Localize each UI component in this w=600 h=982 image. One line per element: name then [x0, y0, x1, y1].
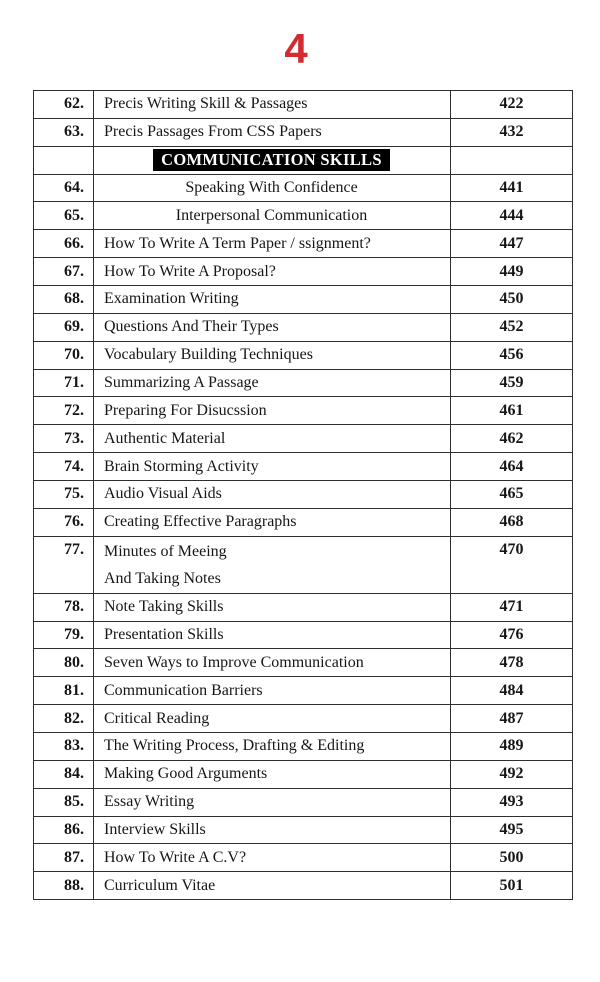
entry-title: Speaking With Confidence [94, 174, 451, 202]
table-row [34, 397, 573, 425]
entry-number: 68. [34, 286, 94, 314]
table-row [34, 705, 573, 733]
entry-number: 84. [34, 760, 94, 788]
entry-title: Curriculum Vitae [94, 872, 451, 900]
entry-page: 470 [451, 536, 573, 593]
entry-page: 465 [451, 481, 573, 509]
entry-number: 69. [34, 313, 94, 341]
table-row [34, 174, 573, 202]
entry-title: Seven Ways to Improve Communication [94, 649, 451, 677]
table-row [34, 508, 573, 536]
table-row [34, 202, 573, 230]
entry-page: 478 [451, 649, 573, 677]
table-row [34, 649, 573, 677]
entry-title: Interview Skills [94, 816, 451, 844]
table-row [34, 313, 573, 341]
entry-number: 63. [34, 118, 94, 146]
entry-title: Examination Writing [94, 286, 451, 314]
section-title-cell [94, 146, 451, 174]
entry-page: 495 [451, 816, 573, 844]
entry-title: Questions And Their Types [94, 313, 451, 341]
page-number: 4 [284, 25, 308, 72]
entry-title: Precis Writing Skill & Passages [94, 91, 451, 119]
table-row [34, 536, 573, 593]
entry-number: 86. [34, 816, 94, 844]
toc-table [33, 90, 573, 900]
entry-title: Essay Writing [94, 788, 451, 816]
entry-title: Precis Passages From CSS Papers [94, 118, 451, 146]
entry-number: 66. [34, 230, 94, 258]
entry-number: 87. [34, 844, 94, 872]
entry-title: Audio Visual Aids [94, 481, 451, 509]
entry-number: 75. [34, 481, 94, 509]
entry-title: How To Write A Proposal? [94, 258, 451, 286]
entry-page: 441 [451, 174, 573, 202]
entry-title: How To Write A Term Paper / ssignment? [94, 230, 451, 258]
table-row [34, 788, 573, 816]
entry-page: 501 [451, 872, 573, 900]
entry-title: Summarizing A Passage [94, 369, 451, 397]
entry-page: 487 [451, 705, 573, 733]
entry-title [94, 536, 451, 593]
entry-page: 450 [451, 286, 573, 314]
entry-number: 62. [34, 91, 94, 119]
entry-title: Presentation Skills [94, 621, 451, 649]
entry-page: 476 [451, 621, 573, 649]
entry-number: 85. [34, 788, 94, 816]
entry-number: 76. [34, 508, 94, 536]
entry-number: 65. [34, 202, 94, 230]
entry-page: 461 [451, 397, 573, 425]
entry-number: 79. [34, 621, 94, 649]
entry-number: 77. [34, 536, 94, 593]
entry-title: Brain Storming Activity [94, 453, 451, 481]
table-row [34, 733, 573, 761]
entry-title: Vocabulary Building Techniques [94, 341, 451, 369]
entry-page: 444 [451, 202, 573, 230]
table-row [34, 118, 573, 146]
entry-title: The Writing Process, Drafting & Editing [94, 733, 451, 761]
entry-page: 468 [451, 508, 573, 536]
entry-page: 464 [451, 453, 573, 481]
entry-page: 449 [451, 258, 573, 286]
entry-number: 78. [34, 593, 94, 621]
table-row [34, 286, 573, 314]
entry-title: Making Good Arguments [94, 760, 451, 788]
entry-page: 459 [451, 369, 573, 397]
entry-title: How To Write A C.V? [94, 844, 451, 872]
table-row [34, 677, 573, 705]
table-row [34, 760, 573, 788]
entry-number: 71. [34, 369, 94, 397]
entry-number: 73. [34, 425, 94, 453]
entry-title: Interpersonal Communication [94, 202, 451, 230]
entry-page: 489 [451, 733, 573, 761]
table-row [34, 816, 573, 844]
entry-page: 500 [451, 844, 573, 872]
entry-title-line2: And Taking Notes [104, 569, 221, 587]
table-row [34, 844, 573, 872]
entry-number: 82. [34, 705, 94, 733]
entry-title: Critical Reading [94, 705, 451, 733]
entry-number: 80. [34, 649, 94, 677]
entry-number: 72. [34, 397, 94, 425]
entry-page: 462 [451, 425, 573, 453]
entry-number: 70. [34, 341, 94, 369]
entry-number: 88. [34, 872, 94, 900]
table-row [34, 91, 573, 119]
table-row [34, 369, 573, 397]
section-row [34, 146, 573, 174]
entry-page: 492 [451, 760, 573, 788]
entry-page: 432 [451, 118, 573, 146]
table-row [34, 230, 573, 258]
entry-number: 83. [34, 733, 94, 761]
toc-rows [34, 91, 573, 900]
table-row [34, 593, 573, 621]
entry-page: 452 [451, 313, 573, 341]
entry-page: 422 [451, 91, 573, 119]
entry-number: 74. [34, 453, 94, 481]
table-row [34, 258, 573, 286]
entry-title: Note Taking Skills [94, 593, 451, 621]
entry-page: 471 [451, 593, 573, 621]
entry-number: 81. [34, 677, 94, 705]
entry-title: Communication Barriers [94, 677, 451, 705]
entry-title: Preparing For Disucssion [94, 397, 451, 425]
entry-title-line1: Minutes of Meeing [104, 542, 227, 560]
page-number-cell [451, 146, 573, 174]
entry-page: 456 [451, 341, 573, 369]
entry-title: Creating Effective Paragraphs [94, 508, 451, 536]
entry-title: Authentic Material [94, 425, 451, 453]
table-row [34, 621, 573, 649]
table-row [34, 425, 573, 453]
entry-number: 67. [34, 258, 94, 286]
section-title: COMMUNICATION SKILLS [153, 149, 390, 171]
table-row [34, 481, 573, 509]
table-row [34, 341, 573, 369]
table-row [34, 872, 573, 900]
entry-number: 64. [34, 174, 94, 202]
entry-page: 447 [451, 230, 573, 258]
row-number-cell [34, 146, 94, 174]
entry-page: 484 [451, 677, 573, 705]
entry-page: 493 [451, 788, 573, 816]
table-row [34, 453, 573, 481]
